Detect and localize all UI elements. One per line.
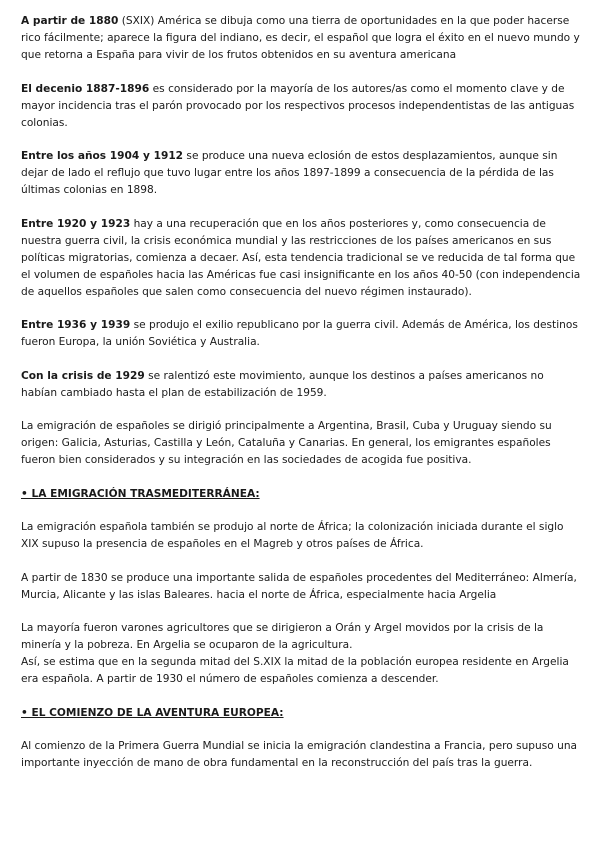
paragraph-1830: A partir de 1830 se produce una importante salida de españoles procedentes del Mediterráneo: Almería, Murcia, Alicante y las islas Baleares. hacia el norte de África, especialmente hacia Argelia <box>21 571 577 601</box>
bold-lead: Con la crisis de 1929 <box>21 369 145 382</box>
paragraph-text: hay a una recuperación que en los años posteriores y, como consecuencia de nuestra guerra civil, la crisis económica mundial y las restricciones de los países americanos en sus políticas migratorias, comienza a decaer. Así, esta tendencia tradicional se ve reducida de tal forma que el volumen de españoles hacia las Américas fue casi insignificante en los años 40-50 (con independencia de aquellos españoles que salen como consecuencia del nuevo régimen instaurado). <box>21 217 581 298</box>
paragraph-1920 <box>21 216 582 301</box>
bold-lead: Entre los años 1904 y 1912 <box>21 150 184 162</box>
section-heading-trasmediterranea: • LA EMIGRACIÓN TRASMEDITERRÁNEA: <box>21 487 260 500</box>
paragraph-text: se produjo el exilio republicano por la guerra civil. Además de América, los destinos fueron Europa, la unión Soviética y Australia. <box>21 319 578 348</box>
bold-lead: A partir de 1880 <box>21 15 119 27</box>
paragraph-text: se produce una nueva eclosión de estos desplazamientos, aunque sin dejar de lado el reflujo que tuvo lugar entre los años 1897-1899 a consecuencia de la pérdida de las últimas colonias en 1898. <box>21 150 558 196</box>
paragraph-africa: La emigración española también se produjo al norte de África; la colonización iniciada durante el siglo XIX supuso la presencia de españoles en el Magreb y otros países de África. <box>21 521 564 550</box>
paragraph-francia: Al comienzo de la Primera Guerra Mundial se inicia la emigración clandestina a Francia, pero supuso una importante inyección de mano de obra fundamental en la reconstrucción del país tras la guerra. <box>21 740 578 769</box>
paragraph-1880 <box>21 13 582 64</box>
paragraph-text: se ralentizó este movimiento, aunque los destinos a países americanos no habían cambiado hasta el plan de estabilización de 1959. <box>21 369 544 399</box>
bold-lead: Entre 1936 y 1939 <box>21 319 131 331</box>
paragraph-argelia: Así, se estima que en la segunda mitad del S.XIX la mitad de la población europea residente en Argelia era española. A partir de 1930 el número de españoles comienza a descender. <box>21 656 569 685</box>
bold-lead: Entre 1920 y 1923 <box>21 217 131 230</box>
paragraph-destinations: La emigración de españoles se dirigió principalmente a Argentina, Brasil, Cuba y Uruguay siendo su origen: Galicia, Asturias, Castilla y León, Cataluña y Canarias. En general, los emigrantes españoles fueron bien considerados y su integración en las sociedades de acogida fue positiva. <box>21 420 552 466</box>
paragraph-1936 <box>21 317 582 351</box>
bold-lead: El decenio 1887-1896 <box>21 82 150 95</box>
paragraph-text: es considerado por la mayoría de los autores/as como el momento clave y de mayor incidencia tras el parón provocado por los respectivos procesos independentistas de las antiguas colonias. <box>21 82 575 129</box>
paragraph-1929 <box>21 368 582 402</box>
paragraph-agricultores: La mayoría fueron varones agricultores que se dirigieron a Orán y Argel movidos por la crisis de la minería y la pobreza. En Argelia se ocuparon de la agricultura. <box>21 622 544 651</box>
paragraph-text: (SXIX) América se dibuja como una tierra de oportunidades en la que poder hacerse rico fácilmente; aparece la figura del indiano, es decir, el español que logra el éxito en el nuevo mundo y que retorna a España para vivir de los frutos obtenidos en su aventura americana <box>21 15 580 61</box>
paragraph-1887 <box>21 81 582 132</box>
paragraph-1904 <box>21 148 582 199</box>
section-heading-europea: • EL COMIENZO DE LA AVENTURA EUROPEA: <box>21 706 284 719</box>
